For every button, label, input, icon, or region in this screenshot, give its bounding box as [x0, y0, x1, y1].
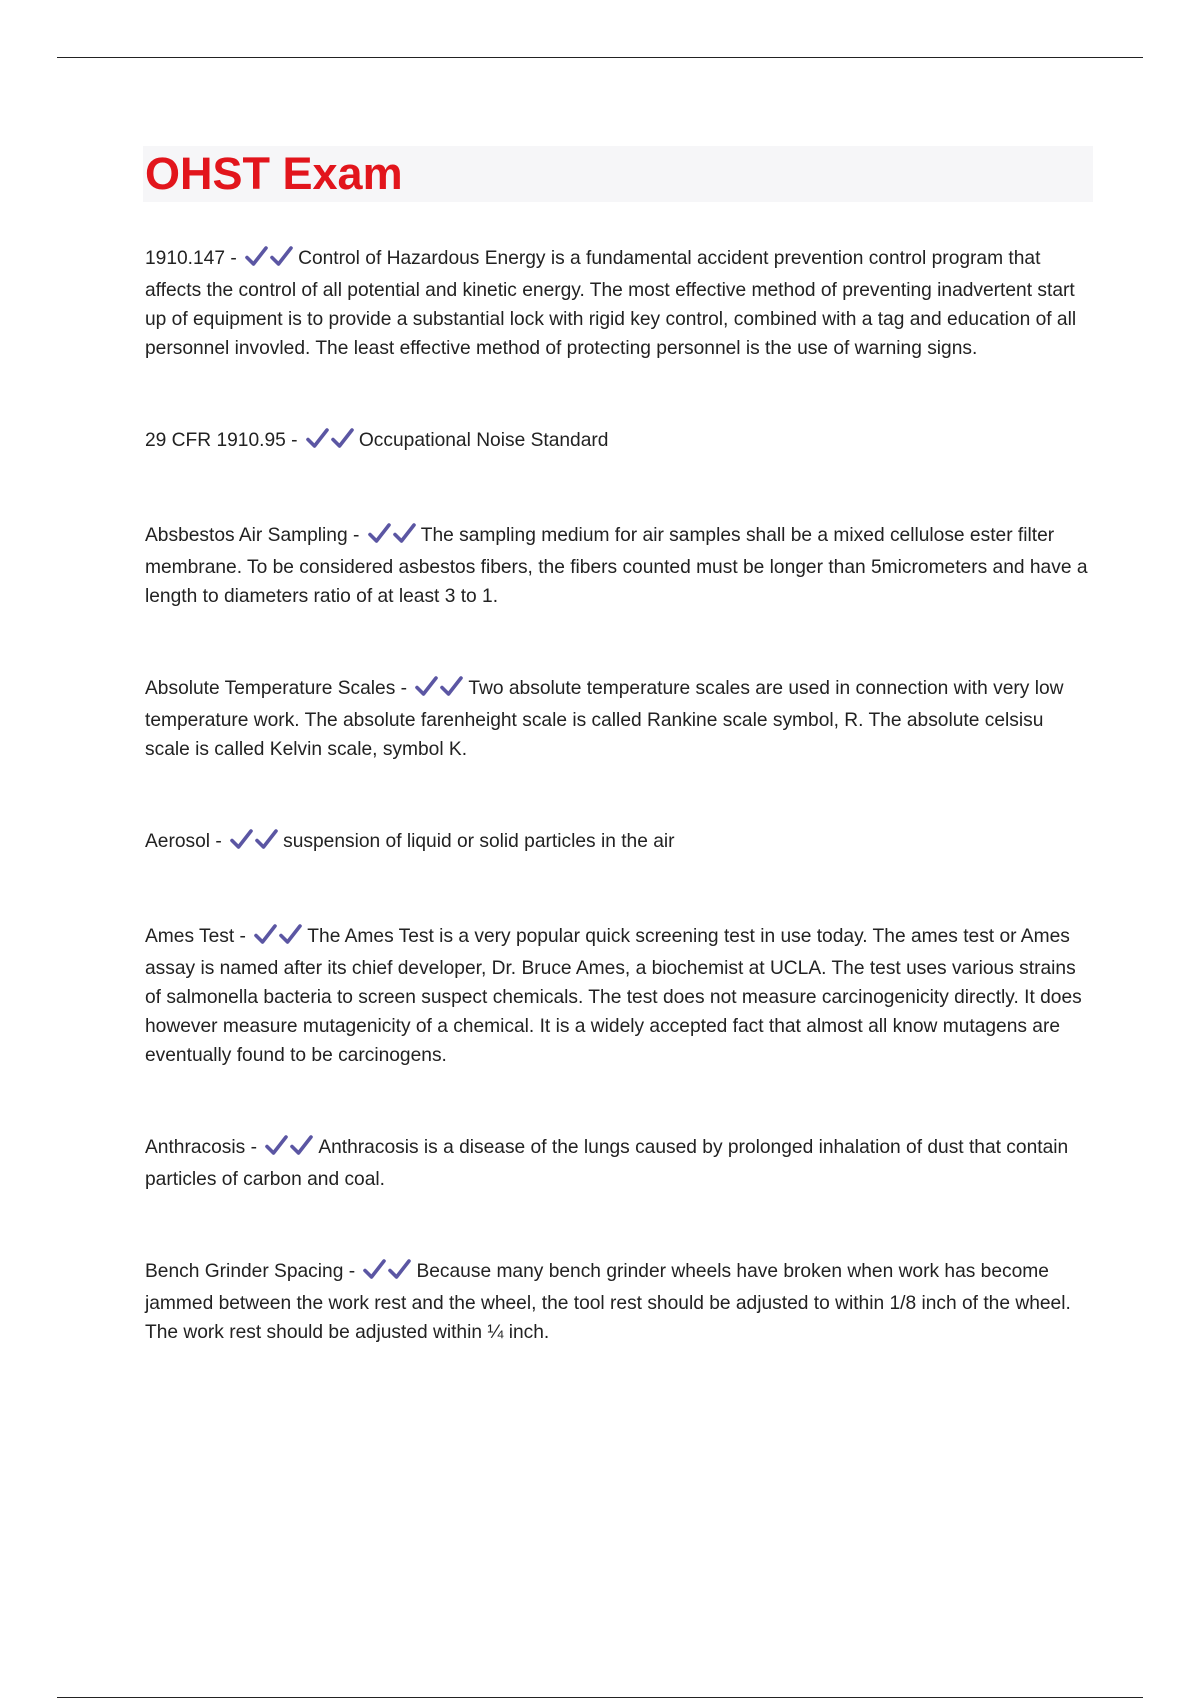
entry-definition: Two absolute temperature scales are used in connection with very low temperature work. The absolute farenheight scale is called Rankine scale symbol, R. The absolute celsisu scale is called Kelvin scale, symbol K.	[145, 678, 1064, 760]
entry-29-cfr-1910-95	[145, 426, 1093, 458]
entry-term: 1910.147 -	[145, 248, 237, 269]
double-check-marks	[367, 522, 417, 553]
entry-definition: The sampling medium for air samples shall be a mixed cellulose ester filter membrane. To be considered asbestos fibers, the fibers counted must be longer than 5micrometers and have a length to diameters ratio of at least 3 to 1.	[145, 525, 1088, 607]
check-icon	[278, 923, 303, 945]
double-check-marks	[244, 245, 294, 276]
check-icon	[305, 427, 330, 449]
entry-term: Aerosol -	[145, 831, 222, 852]
top-rule	[57, 57, 1143, 58]
entry-term: Ames Test -	[145, 926, 246, 947]
entry-absolute-temperature-scales	[145, 674, 1093, 764]
entry-anthracosis	[145, 1133, 1093, 1194]
entry-term: Absolute Temperature Scales -	[145, 678, 408, 699]
check-icon	[229, 828, 254, 850]
check-icon	[264, 1134, 289, 1156]
entry-asbestos-air-sampling	[145, 521, 1093, 611]
entry-list	[145, 244, 1093, 1410]
check-icon	[289, 1134, 314, 1156]
entry-term: Absbestos Air Sampling -	[145, 525, 360, 546]
check-icon	[387, 1258, 412, 1280]
entry-bench-grinder-spacing	[145, 1257, 1093, 1347]
bottom-rule	[57, 1697, 1143, 1698]
entry-term: Anthracosis -	[145, 1137, 257, 1158]
check-icon	[367, 522, 392, 544]
check-icon	[269, 245, 294, 267]
check-icon	[330, 427, 355, 449]
double-check-marks	[253, 923, 303, 954]
entry-1910-147	[145, 244, 1093, 363]
check-icon	[253, 923, 278, 945]
entry-definition: Control of Hazardous Energy is a fundamental accident prevention control program that affects the control of all potential and kinetic energy. The most effective method of preventing inadvertent start up of equipment is to provide a substantial lock with rigid key control, combined with a tag and education of all personnel invovled. The least effective method of protecting personnel is the use of warning signs.	[145, 248, 1077, 359]
check-icon	[254, 828, 279, 850]
entry-definition: Anthracosis is a disease of the lungs caused by prolonged inhalation of dust that contain particles of carbon and coal.	[145, 1137, 1069, 1190]
entry-definition: Occupational Noise Standard	[358, 430, 609, 451]
page-title: OHST Exam	[145, 148, 403, 199]
check-icon	[392, 522, 417, 544]
entry-definition: suspension of liquid or solid particles in the air	[283, 831, 675, 852]
check-icon	[362, 1258, 387, 1280]
check-icon	[414, 675, 439, 697]
double-check-marks	[362, 1258, 412, 1289]
double-check-marks	[229, 828, 279, 859]
double-check-marks	[414, 675, 464, 706]
entry-aerosol	[145, 827, 1093, 859]
entry-term: 29 CFR 1910.95 -	[145, 430, 298, 451]
entry-ames-test	[145, 922, 1093, 1070]
double-check-marks	[264, 1134, 314, 1165]
entry-term: Bench Grinder Spacing -	[145, 1261, 356, 1282]
entry-definition: The Ames Test is a very popular quick screening test in use today. The ames test or Ames assay is named after its chief developer, Dr. Bruce Ames, a biochemist at UCLA. The test uses various strains of salmonella bacteria to screen suspect chemicals. The test does not measure carcinogenicity directly. It does however measure mutagenicity of a chemical. It is a widely accepted fact that almost all know mutagens are eventually found to be carcinogens.	[145, 926, 1082, 1066]
entry-definition: Because many bench grinder wheels have broken when work has become jammed between the work rest and the wheel, the tool rest should be adjusted to within 1/8 inch of the wheel. The work rest should be adjusted within ¼ inch.	[145, 1261, 1071, 1343]
double-check-marks	[305, 427, 355, 458]
check-icon	[439, 675, 464, 697]
check-icon	[244, 245, 269, 267]
